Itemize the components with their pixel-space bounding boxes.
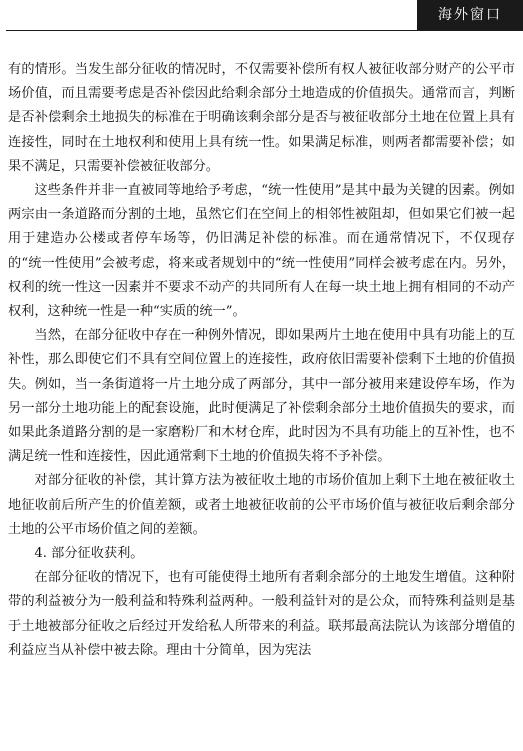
paragraph-5: 在部分征收的情况下，也有可能使得土地所有者剩余部分的土地发生增值。这种附带的利益被分为一般利益和特殊利益两种。一般利益针对的是公众，而特殊利益则是基于土地被部分征收之后经过开发给私人所带来的利益。联邦最高法院认为该部分增值的利益应当从补偿中被去除。理由十分简单，因为宪法 <box>8 570 515 658</box>
article-body <box>8 58 515 663</box>
section-header-tab: 海外窗口 <box>417 0 523 30</box>
section-heading-partial-taking-benefit: 4. 部分征收获利。 <box>34 546 144 562</box>
paragraph-2: 这些条件并非一直被同等地给予考虑，“统一性使用”是其中最为关键的因素。例如两宗由一条道路而分割的土地，虽然它们在空间上的相邻性被阻却，但如果它们被一起用于建造办公楼或者停车场等，仍旧满足补偿的标准。而在通常情况下，不仅现存的“统一性使用”会被考虑，将来或者规划中的“统一性使用”同样会被考虑在内。另外，权利的统一性这一因素并不要求不动产的共同所有人在每一块土地上拥有相同的不动产权利，这种统一性是一种“实质的统一”。 <box>8 183 515 320</box>
paragraph-1: 有的情形。当发生部分征收的情况时，不仅需要补偿所有权人被征收部分财产的公平市场价值，而且需要考虑是否补偿因此给剩余部分土地造成的价值损失。通常而言，判断是否补偿剩余土地损失的标准在于明确该剩余部分是否与被征收部分土地在位置上具有连接性，同时在土地权利和使用上具有统一性。如果满足标准，则两者都需要补偿；如果不满足，只需要补偿被征收部分。 <box>8 62 515 174</box>
header-rule <box>6 30 523 31</box>
paragraph-3: 当然，在部分征收中存在一种例外情况，即如果两片土地在使用中具有功能上的互补性，那么即使它们不具有空间位置上的连接性，政府依旧需要补偿剩下土地的价值损失。例如，当一条街道将一片土地分成了两部分，其中一部分被用来建设停车场，作为另一部分土地功能上的配套设施，此时便满足了补偿剩余部分土地价值损失的要求，而如果此条道路分割的是一家磨粉厂和木材仓库，此时因为不具有功能上的互补性，也不满足统一性和连接性，因此通常剩下土地的价值损失将不予补偿。 <box>8 328 515 465</box>
paragraph-4: 对部分征收的补偿，其计算方法为被征收土地的市场价值加上剩下土地在被征收土地征收前后所产生的价值差额，或者土地被征收前的公平市场价值与被征收后剩余部分土地的公平市场价值之间的差额。 <box>8 473 515 537</box>
